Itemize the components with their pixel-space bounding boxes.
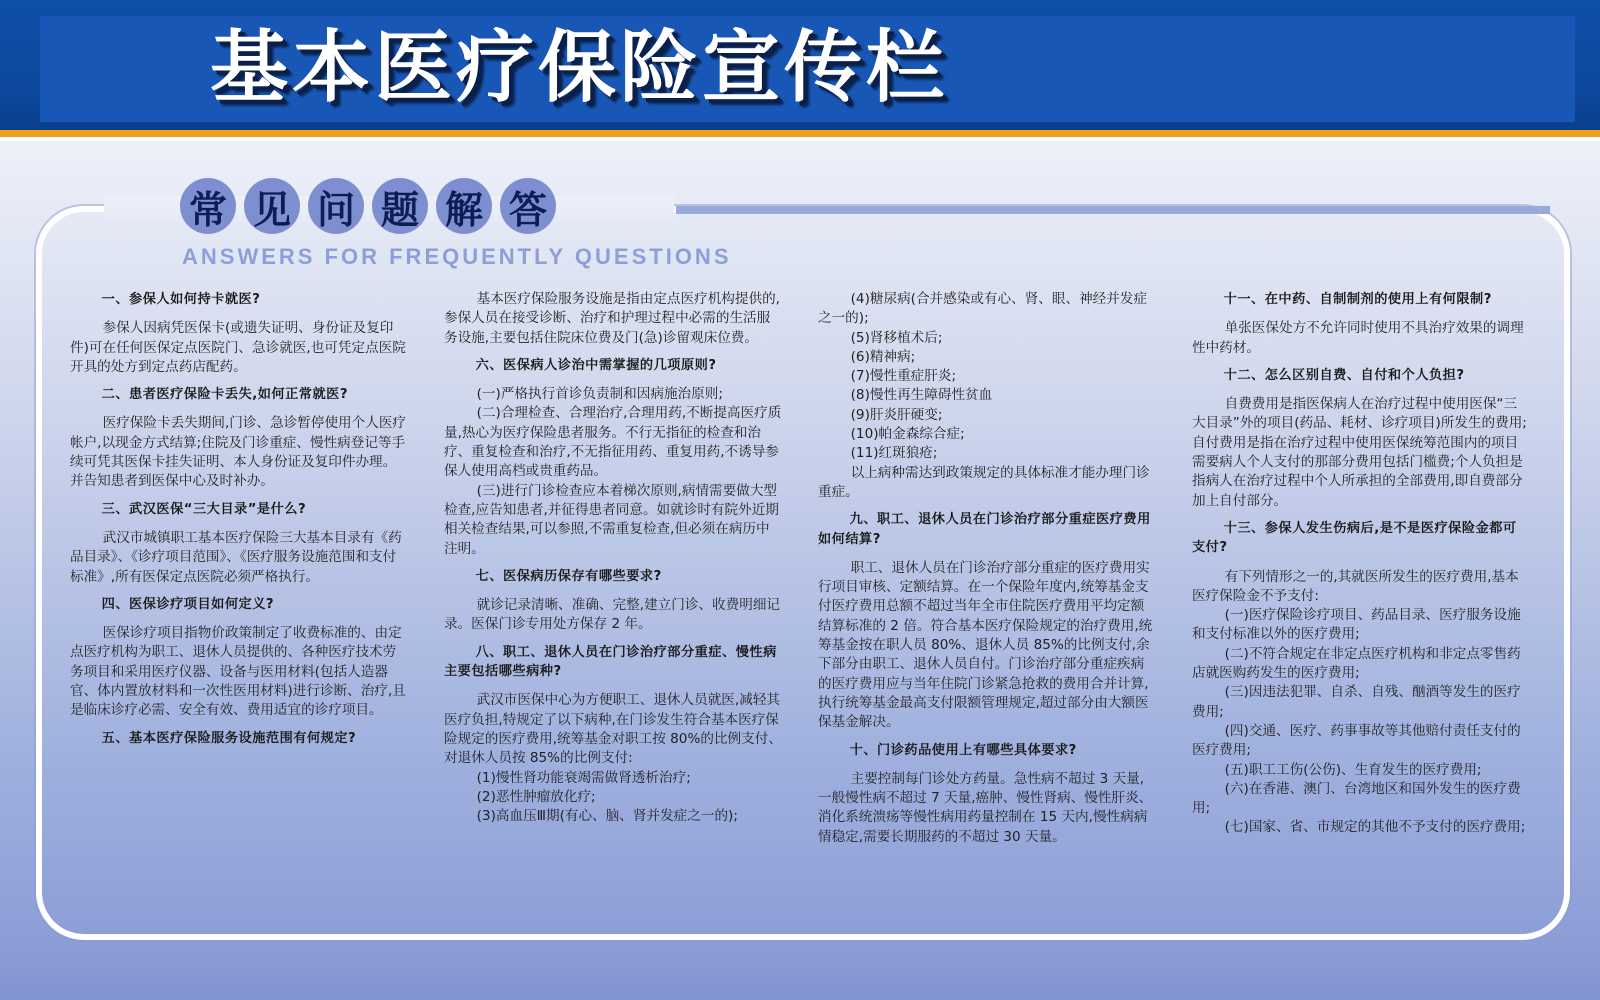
frame-accent-line [676,206,1550,214]
faq-heading-char: 见 [244,178,300,234]
answer-text: 医保诊疗项目指物价政策制定了收费标准的、由定点医疗机构为职工、退休人员提供的、各种医疗技术劳务项目和采用医疗仪器、设备与医用材料(包括人造器官、体内置放材料和一次性医用材料)进行诊断、治疗,且是临床诊疗必需、安全有效、费用适宜的诊疗项目。 [70,625,406,719]
list-item: (7)慢性重症肝炎; [850,368,957,385]
faq-heading-char: 答 [500,178,556,234]
answer-text: 主要控制每门诊处方药量。急性病不超过 3 天量,一般慢性病不超过 7 天量,癌肿、慢性肾病、慢性肝炎、消化系统溃疡等慢性病用药量控制在 15 天内,慢性病病情稳定,需要长期服药的不超过 30 天量。 [818,770,1153,845]
list-item: (1)慢性肾功能衰竭需做肾透析治疗; [476,769,691,786]
list-item: (四)交通、医疗、药事事故等其他赔付责任支付的医疗费用; [1192,722,1521,759]
list-item: (5)肾移植术后; [850,329,943,346]
list-item: (11)红斑狼疮; [850,445,938,462]
answer-text: 基本医疗保险服务设施是指由定点医疗机构提供的,参保人员在接受诊断、治疗和护理过程中必需的生活服务设施,主要包括住院床位费及门(急)诊留观床位费。 [444,291,781,346]
question-heading: 九、职工、退休人员在门诊治疗部分重症医疗费用如何结算? [818,512,1151,547]
answer-text: 单张医保处方不允许同时使用不具治疗效果的调理性中药材。 [1192,320,1524,356]
answer-text: 医疗保险卡丢失期间,门诊、急诊暂停使用个人医疗帐户,以现金方式结算;住院及门诊重症、慢性病登记等手续可凭其医保卡挂失证明、本人身份证及复印件办理。并告知患者到医保中心及时补办。 [70,415,407,490]
answer-text: 自费费用是指医保病人在治疗过程中使用医保“三大目录”外的项目(药品、耗材、诊疗项目)所发生的费用;自付费用是指在治疗过程中使用医保统筹范围内的项目需要病人个人支付的那部分费用包括门槛费;个人负担是指病人在治疗过程中个人所承担的全部费用,即自费部分加上自付部分。 [1192,396,1527,509]
list-item: (4)糖尿病(合并感染或有心、肾、眼、神经并发症之一的); [818,291,1148,327]
faq-heading [180,178,564,234]
list-item: (一)医疗保险诊疗项目、药品目录、医疗服务设施和支付标准以外的医疗费用; [1192,607,1521,643]
list-item: (二)不符合规定在非定点医疗机构和非定点零售药店就医购药发生的医疗费用; [1192,645,1521,682]
answer-text: (三)进行门诊检查应本着梯次原则,病情需要做大型检查,应告知患者,并征得患者同意。如就诊时有院外近期相关检查结果,可以参照,不需重复检查,但必须在病历中注明。 [444,482,779,557]
question-heading: 七、医保病历保存有哪些要求? [475,568,662,584]
list-item: (3)高血压Ⅲ期(有心、脑、肾并发症之一的); [476,808,738,825]
header-gold-stripe [0,130,1600,137]
question-heading: 五、基本医疗保险服务设施范围有何规定? [101,730,357,746]
question-heading: 十、门诊药品使用上有哪些具体要求? [849,742,1077,758]
faq-column-3 [818,290,1156,930]
list-item: (9)肝炎肝硬变; [850,406,943,423]
faq-subtitle: ANSWERS FOR FREQUENTLY QUESTIONS [182,244,732,269]
answer-text: (二)合理检查、合理治疗,合理用药,不断提高医疗质量,热心为医疗保险患者服务。不行无指征的检查和治疗、重复检查和治疗,不无指征用药、重复用药,不诱导参保人使用高档或贵重药品。 [444,405,782,480]
header-white-stripe [0,137,1600,141]
list-item: (三)因违法犯罪、自杀、自残、酗酒等发生的医疗费用; [1192,684,1521,720]
list-item: (6)精神病; [850,348,916,365]
list-item: (五)职工工伤(公伤)、生育发生的医疗费用; [1224,761,1482,778]
question-heading: 十三、参保人发生伤病后,是不是医疗保险金都可支付? [1192,520,1517,556]
faq-heading-char: 解 [436,178,492,234]
question-heading: 六、医保病人诊治中需掌握的几项原则? [475,357,717,373]
list-item: (10)帕金森综合症; [850,426,965,443]
faq-heading-char: 常 [180,178,236,234]
answer-text: (一)严格执行首诊负责制和因病施治原则; [476,386,723,403]
answer-text: 参保人因病凭医保卡(或遗失证明、身份证及复印件)可在任何医保定点医院门、急诊就医,也可凭定点医院开具的处方到定点药店配药。 [70,320,406,375]
page-title: 基本医疗保险宣传栏 [210,23,949,113]
answer-text: 就诊记录清晰、准确、完整,建立门诊、收费明细记录。医保门诊专用处方保存 2 年。 [444,597,781,633]
list-item: (七)国家、省、市规定的其他不予支付的医疗费用; [1224,819,1526,836]
answer-text: 武汉市医保中心为方便职工、退休人员就医,减轻其医疗负担,特规定了以下病种,在门诊发生符合基本医疗保险规定的医疗费用,统筹基金对职工按 80%的比例支付、对退休人员按 85%的比例支付: [444,692,782,767]
faq-column-1 [70,290,408,930]
question-heading: 十一、在中药、自制制剂的使用上有何限制? [1223,292,1492,307]
question-heading: 二、患者医疗保险卡丢失,如何正常就医? [101,387,349,403]
question-heading: 十二、怎么区别自费、自付和个人负担? [1223,367,1465,383]
faq-heading-char: 问 [308,178,364,234]
answer-text: 有下列情形之一的,其就医所发生的医疗费用,基本医疗保险金不予支付: [1192,568,1519,604]
answer-text: 职工、退休人员在门诊治疗部分重症的医疗费用实行项目审核、定额结算。在一个保险年度内,统筹基金支付医疗费用总额不超过当年全市住院医疗费用平均定额结算标准的 2 倍。符合基本医疗保险规定的治疗费用,统筹基金按在职人员 80%、退休人员 85%的比例支付,余下部分由职工、退休人员自付。门诊治疗部分重症疾病的医疗费用应与当年住院门诊紧急抢救的费用合并计算,执行统筹基金最高支付限额管理规定,超过部分由大额医保基金解决。 [818,559,1153,731]
answer-text: 武汉市城镇职工基本医疗保险三大基本目录有《药品目录》、《诊疗项目范围》、《医疗服务设施范围和支付标准》,所有医保定点医院必须严格执行。 [70,529,402,585]
list-item: (2)恶性肿瘤放化疗; [476,788,596,805]
list-item: (8)慢性再生障碍性贫血 [850,387,993,404]
faq-column-4 [1192,290,1530,930]
question-heading: 三、武汉医保“三大目录”是什么? [101,501,307,517]
question-heading: 四、医保诊疗项目如何定义? [101,596,275,612]
header-banner [0,0,1600,130]
faq-column-2 [444,290,782,930]
list-item: (六)在香港、澳门、台湾地区和国外发生的医疗费用; [1192,780,1521,817]
faq-heading-char: 题 [372,178,428,234]
question-heading: 一、参保人如何持卡就医? [101,292,261,307]
question-heading: 八、职工、退休人员在门诊治疗部分重症、慢性病主要包括哪些病种? [444,644,777,680]
answer-text: 以上病种需达到政策规定的具体标准才能办理门诊重症。 [818,464,1150,500]
bottom-band [0,948,1600,1000]
faq-columns [70,290,1530,930]
